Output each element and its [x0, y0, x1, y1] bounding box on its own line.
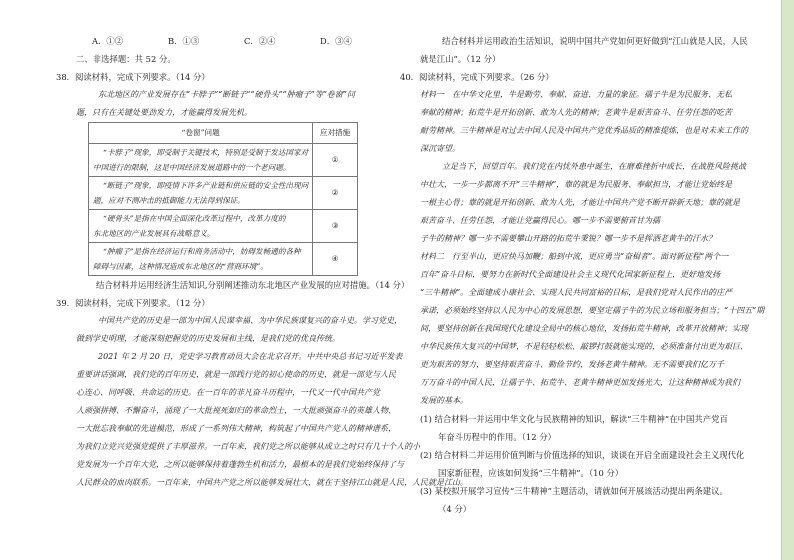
q38-intro-2: 题，只有在关键处要劲发力，才能赢得发展先机。 — [76, 108, 252, 117]
option-c: C．②④ — [244, 36, 276, 46]
table-row — [89, 210, 358, 243]
problem-cell: “硬骨头”是指在中国全面深化改革过程中，改革力度的 东北地区的产业发展具有战略意义。 — [89, 210, 313, 243]
table-row — [89, 177, 358, 210]
q40-task-2: (2) 结合材料二并运用价值判断与价值选择的知识，谈谈在开启全面建设社会主义现代化 — [420, 450, 745, 460]
problem-cell: “断链子”现象，即疫情下许多产业链和供应链的安全性出现问 题，应对不测冲击的抵御能力无法得到保证。 — [89, 177, 313, 210]
q39-material: 中国共产党的历史是一部为中国人民谋幸福、为中华民族谋复兴的奋斗史。学习党史， 做到学史明理，才能深刻把握党的历史发展和主线，是我们党的优良传统。 2021 年 2 月 20 日，党史学习教育动员大会在北京召开。中共中央总书记习近平发表 重要讲话强调，我们党的百年历史，就是一部践行党的初心使命的历史，就是一部党与人民 心连心、同呼吸、共命运的历史。在一百年的非凡奋斗历程中，一代又一代中国共产党 人顽强拼搏、不懈奋斗，涌现了一大批视死如归的革命烈士，一大批顽强奋斗的英雄人物、 一大批忘我奉献的先进模范，形成了一系列伟大精神，构筑起了中国共产党人的精神谱系， 为我们立党兴党强党提供了丰厚滋养。一百年来，我们党之所以能够从成立之时只有几十个人的小 党发展为一个百年大党，之所以能够保持着蓬勃生机和活力，最根本的是我们党始终保持了与 人民群众的血肉联系。一百年来，中国共产党之所以能够发展壮大，就在于坚持江山就是人民，人民就是江山。 — [76, 316, 468, 487]
problem-cell: “肿瘤子”是指在经济运行和商务活动中，妨碍发畅通的各种 障碍与因素，这种情况造成东北地区的“营商环境”。 — [89, 243, 313, 276]
table-header-problem: “卷窗”问题 — [89, 123, 313, 144]
table-row — [89, 243, 358, 276]
q39-task-2: 就是江山”。（12 分） — [420, 54, 501, 64]
q38-intro-1: 东北地区的产业发展存在“卡脖子”“断链子”“硬骨头”“肿瘤子”等“卷窗”问 — [98, 90, 355, 99]
q40-material-2: 材料二 行至半山，更应快马加鞭；船到中流，更应勇当“奋楫者”。面对新征程“两个一 百年”奋斗目标，要努力在新时代全面建设社会主义现代化国家新征程上，更好地发扬 “三牛精神”。全面建成小康社会、实现人民共同富裕的目标，是我们党对人民作出的庄严 承诺，必须始终坚持以人民为中心的发展思想，要坚定孺子牛的为民立场和服务担当；“十四五”期 间，要坚持创新在我国现代化建设全局中的核心地位，发扬拓荒牛精神，改革开放精神；实现 中华民族伟大复兴的中国梦，不是轻轻松松、敲锣打鼓就能实现的，必须准备付出更为艰巨、 更为艰苦的努力，要坚持艰苦奋斗、勤俭节约，发扬老黄牛精神。无不需要我们亿万千 万万奋斗的中国人民，让孺子牛、拓荒牛、老黄牛精神更加发扬光大，让这种精神成为我们 发展的基本。 — [420, 252, 765, 405]
q40-material-1: 材料一 在中华文化里，牛是勤劳、奉献、奋进、力量的象征。孺子牛是为民服务、无私 奉献的精神；拓荒牛是开拓创新、敢为人先的精神；老黄牛是艰苦奋斗、任劳任怨的吃苦 耐劳精神。三牛精神是对过去中国人民及中国共产党优秀品质的精准提炼，也是对未来工作的 深沉寄望。 立足当下，回望百年。我们党在内忧外患中诞生，在磨难挫折中成长，在战胜风险挑战 中壮大，一步一步都离不开“三牛精神”，靠的就是为民服务、奉献担当，才能让党始终是 一根主心骨；靠的就是开拓创新、敢为人先，才能让中国共产党不断开辟新天地；靠的就是 艰苦奋斗、任劳任怨，才能让党赢得民心。哪一步不需要俯首甘为孺 子牛的精神？哪一步不需要攀山开路的拓荒牛秉锐？哪一步不是挥洒老黄牛的汗水？ — [420, 90, 748, 243]
q39-task-1: 结合材料并运用政治生活知识，说明中国共产党如何更好做到“江山就是人民，人民 — [442, 36, 748, 46]
table-row — [89, 144, 358, 177]
measure-cell: ④ — [313, 243, 358, 276]
measure-cell: ② — [313, 177, 358, 210]
right-column — [400, 0, 772, 518]
q40-task-1: (1) 结合材料一并运用中华文化与民族精神的知识，解读“三牛精神”在中国共产党百 — [420, 414, 728, 424]
measure-cell: ① — [313, 144, 358, 177]
measure-cell: ③ — [313, 210, 358, 243]
table-header-measure: 应对措施 — [313, 123, 358, 144]
q39-title: 39．阅读材料，完成下列要求。（12 分） — [56, 298, 210, 308]
q40-task-3: (3) 某校拟开展学习宣传“三牛精神”主题活动，请就如何开展该活动提出两条建议。 — [420, 486, 728, 496]
q38-title: 38．阅读材料，完成下列要求。（14 分） — [56, 72, 210, 82]
option-a: A．①② — [92, 36, 124, 46]
problem-cell: “卡脖子”现象，即受制于关键技术，特别是受制于发达国家对 中国进行的限制，这是中国经济发展道路中的一个老问题。 — [89, 144, 313, 177]
option-b: B．①③ — [168, 36, 200, 46]
section-heading: 二、非选择题：共 52 分。 — [76, 54, 176, 64]
margin-strip — [781, 0, 794, 560]
q40-tasks: (1) 结合材料一并运用中华文化与民族精神的知识，解读“三牛精神”在中国共产党百 年奋斗历程中的作用。（12 分） (2) 结合材料二并运用价值判断与价值选择的知识，谈谈在开启全面建设社会主义现代化 国家新征程，应该如何发扬“三牛精神”。（10 分） (3) 某校拟开展学习宣传“三牛精神”主题活动，请就如何开展该活动提出两条建议。 （4 分） — [420, 410, 772, 518]
q38-table — [88, 122, 358, 276]
answer-options — [76, 32, 396, 50]
q40-title: 40．阅读材料，完成下列要求。（26 分） — [400, 72, 554, 82]
option-d: D．③④ — [320, 36, 352, 46]
q38-task: 结合材料并运用经济生活知识,分别阐述推动东北地区产业发展的应对措施。（14 分） — [96, 280, 410, 290]
